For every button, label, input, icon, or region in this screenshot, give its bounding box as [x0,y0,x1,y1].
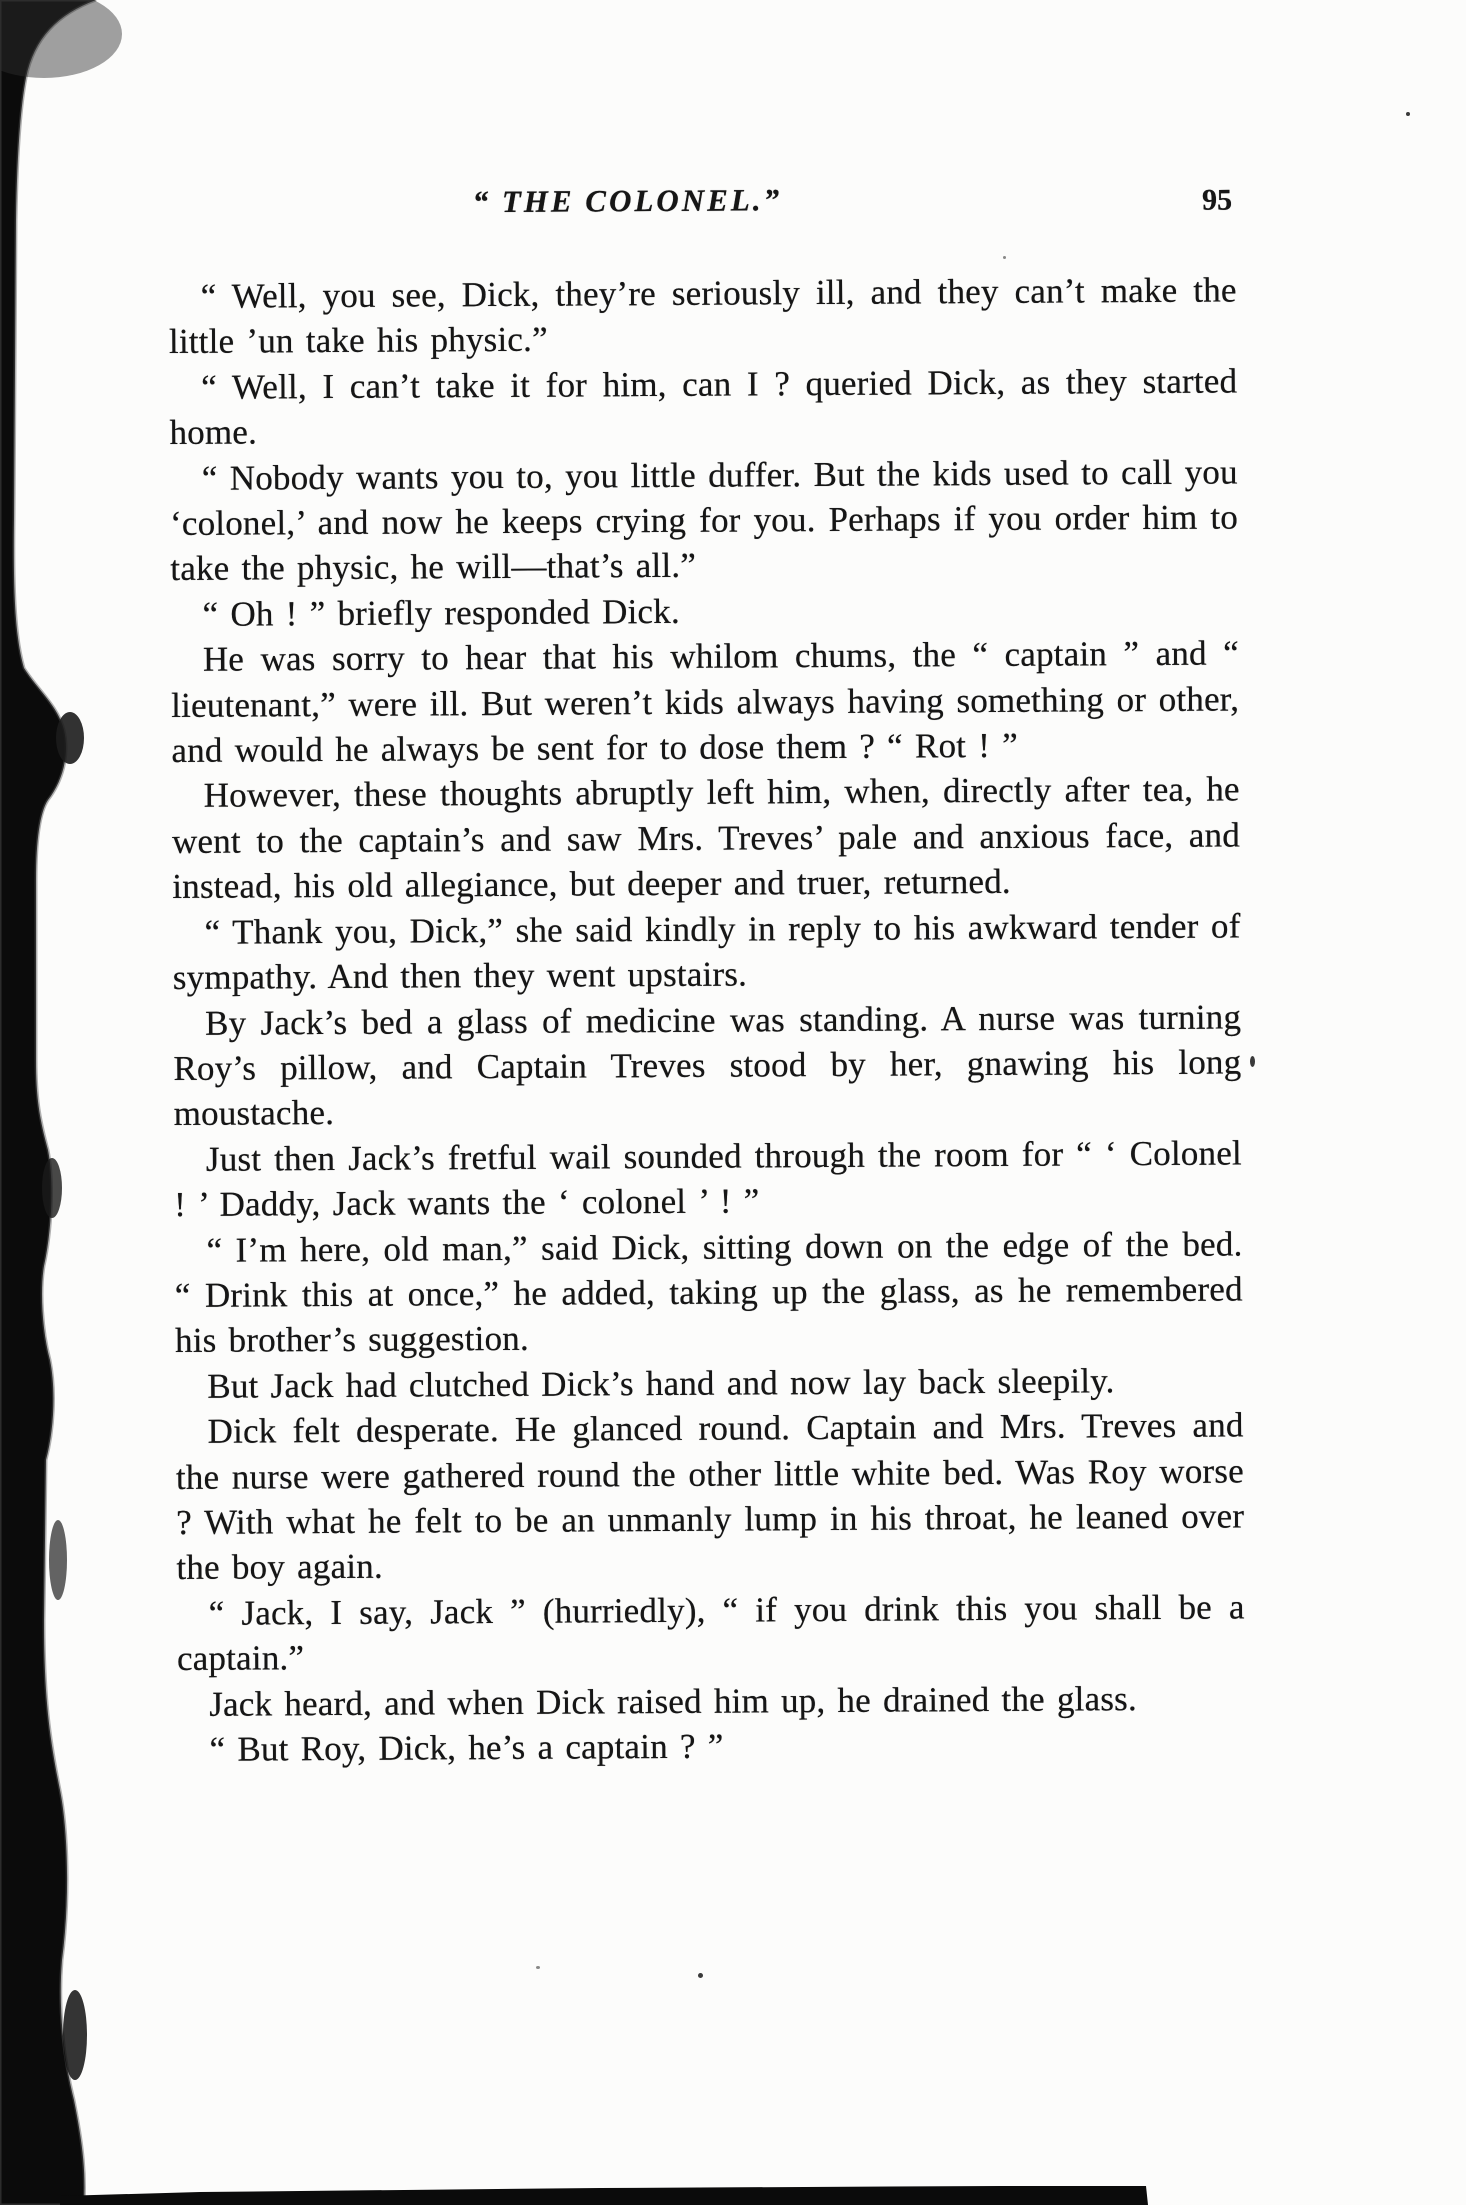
paragraph: “ Well, I can’t take it for him, can I ? queried Dick, as they started home. [169,361,1238,453]
body-text [169,267,1246,1772]
paragraph: Dick felt desperate. He glanced round. Captain and Mrs. Treves and the nurse were gathered round the other little white bed. Was Roy worse ? With what he felt to be an unmanly lump in his throat, he leaned over the boy again. [175,1405,1245,1588]
paragraph: “ Thank you, Dick,” she said kindly in reply to his awkward tender of sympathy. And then they went upstairs. [172,906,1241,998]
paragraph: “ Well, you see, Dick, they’re seriously ill, and they can’t make the little ’un take his physic.” [168,270,1237,362]
paragraph: Just then Jack’s fretful wail sounded through the room for “ ‘ Colonel ! ’ Daddy, Jack wants the ‘ colonel ’ ! ” [174,1133,1243,1225]
paragraph: “ I’m here, old man,” said Dick, sitting down on the edge of the bed. “ Drink this at once,” he added, taking up the glass, as he remembered his brother’s suggestion. [174,1223,1243,1361]
running-head [168,179,1236,238]
scan-artifact-blob [42,1158,62,1218]
scan-speck [1250,1056,1255,1067]
paragraph: However, these thoughts abruptly left him, when, directly after tea, he went to the captain’s and saw Mrs. Treves’ pale and anxious face, and instead, his old allegiance, but deeper and truer, returned. [171,769,1241,907]
paragraph: “ Oh ! ” briefly responded Dick. [202,591,680,634]
running-header-title: “ THE COLONEL.” [472,182,783,220]
scan-artifact-blob [63,1990,87,2080]
paragraph: “ Nobody wants you to, you little duffer. But the kids used to call you ‘colonel,’ and now he keeps crying for you. Perhaps if you order him to take the physic, he will—that’s all.” [169,452,1239,589]
paragraph: Jack heard, and when Dick raised him up, he drained the glass. [209,1678,1137,1724]
scan-artifact-bottom-bar [60,2186,1148,2205]
scan-artifact-blob [56,712,84,764]
paragraph: “ But Roy, Dick, he’s a captain ? ” [209,1726,724,1769]
paragraph: “ Jack, I say, Jack ” (hurriedly), “ if you drink this you shall be a captain.” [176,1587,1245,1679]
page-number: 95 [1202,183,1233,217]
page-content [168,179,1246,1772]
scan-speck [698,1973,703,1978]
scan-artifact-left-band [0,0,96,2205]
paragraph: But Jack had clutched Dick’s hand and now lay back sleepily. [207,1360,1115,1406]
paragraph: He was sorry to hear that his whilom chums, the “ captain ” and “ lieutenant,” were ill. But weren’t kids always having something or other, and would he always be sent for to dose them ? “ Rot ! ” [171,633,1240,771]
scan-speck [536,1966,540,1969]
scan-speck [1406,112,1410,116]
scan-artifact-blob [49,1520,67,1600]
paragraph: By Jack’s bed a glass of medicine was standing. A nurse was turning Roy’s pillow, and Captain Treves stood by her, gnawing his long moustache. [173,996,1242,1134]
scan-artifact-blob [0,0,122,78]
